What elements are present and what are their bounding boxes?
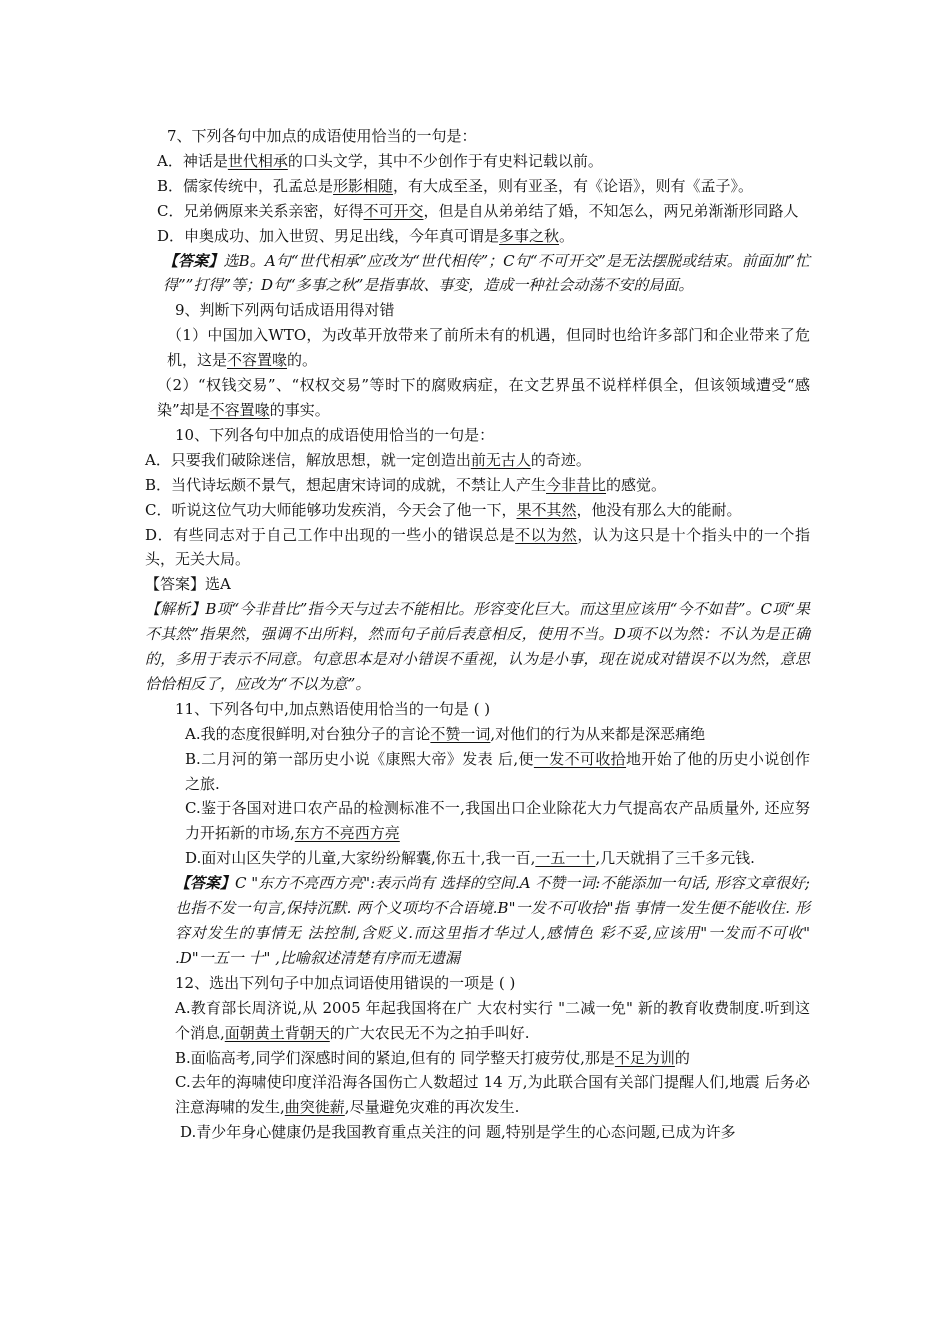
q11-option-b: B.二月河的第一部历史小说《康熙大帝》发表 后,便一发不可收拾地开始了他的历史小说创作之旅. (185, 749, 810, 793)
q10-d-idiom: 不以为然 (515, 525, 578, 544)
q10-option-d: D．有些同志对于自己工作中出现的一些小的错误总是不以为然，认为这只是十个指头中的一个指头，无关大局。 (145, 525, 810, 569)
q7-stem: 7、下列各句中加点的成语使用恰当的一句是： (167, 127, 477, 145)
q10-option-a: A．只要我们破除迷信，解放思想，就一定创造出前无古人的奇迹。 (145, 450, 591, 469)
q7-answer: 【答案】选B。A句“世代相承”应改为“世代相传”；C句“不可开交”是无法摆脱或结束。前面加”忙得””打得”等；D句“多事之秋”是指事故、事变，造成一种社会动荡不安的局面。 (163, 251, 810, 295)
q10-c-idiom: 果不其然 (516, 500, 577, 519)
q10-option-c: C．听说这位气功大师能够功发疾消，今天会了他一下，果不其然，他没有那么大的能耐。 (145, 500, 742, 519)
q7-a-idiom: 世代相承 (227, 151, 288, 170)
q10-option-b: B．当代诗坛颇不景气，想起唐宋诗词的成就，不禁让人产生今非昔比的感觉。 (145, 475, 667, 494)
q7-b-idiom: 形影相随 (333, 176, 394, 195)
q11-d-idiom: 一五一十 (535, 849, 596, 868)
q11-stem: 11、下列各句中,加点熟语使用恰当的一句是 ( ) (175, 699, 491, 718)
q12-b-idiom: 不足为训 (614, 1048, 675, 1067)
q11-option-a: A.我的态度很鲜明,对台独分子的言论不赞一词,对他们的行为从来都是深恶痛绝 (185, 724, 706, 743)
q7-option-c: C．兄弟俩原来关系亲密，好得不可开交，但是自从弟弟结了婚，不知怎么，两兄弟渐渐形同路人 (157, 201, 799, 220)
q9-stem: 9、判断下列两句话成语用得对错 (175, 301, 395, 320)
q11-answer: 【答案】C "东方不亮西方亮":表示尚有 选择的空间.A 不赞一词:不能添加一句话, 形容文章很好;也指不发一句言,保持沉默. 两个义项均不合语境.B"一发不可收拾"指 事情一发生便不能收住. 形容对发生的事情无 法控制,含贬义.而这里指才华过人,感情色 彩不妥,应该用"一发而不可收" .D"一五一 十" ,比喻叙述清楚有序而无遗漏 (175, 874, 810, 967)
document-page (145, 124, 810, 1145)
q12-c-idiom: 曲突徙薪 (284, 1098, 345, 1117)
q10-b-idiom: 今非昔比 (546, 475, 607, 494)
q10-answer: 【答案】选A (145, 575, 231, 594)
q12-option-b: B.面临高考,同学们深感时间的紧迫,但有的 同学整天打疲劳仗,那是不足为训的 (175, 1048, 690, 1067)
q11-option-c: C.鉴于各国对进口农产品的检测标准不一,我国出口企业除花大力气提高农产品质量外, 还应努力开拓新的市场,东方不亮西方亮 (185, 799, 810, 843)
q7-d-idiom: 多事之秋 (499, 226, 560, 245)
q11-b-idiom: 一发不可收拾 (533, 749, 627, 768)
q10-stem: 10、下列各句中加点的成语使用恰当的一句是： (175, 425, 495, 444)
q7-c-idiom: 不可开交 (363, 201, 424, 220)
q9-sentence-1: （1）中国加入WTO，为改革开放带来了前所未有的机遇，但同时也给许多部门和企业带来了危机，这是不容置喙的。 (167, 326, 810, 370)
q12-option-d: D.青少年身心健康仍是我国教育重点关注的问 题,特别是学生的心态问题,已成为许多 (180, 1123, 736, 1142)
q12-option-c: C.去年的海啸使印度洋沿海各国伤亡人数超过 14 万,为此联合国有关部门提醒人们,地震 后务必注意海啸的发生,曲突徙薪,尽量避免灾难的再次发生. (175, 1073, 810, 1117)
q9-sentence-2: （2）“权钱交易”、“权权交易”等时下的腐败病症，在文艺界虽不说样样俱全，但该领域遭受“感染”却是不容置喙的事实。 (157, 376, 810, 419)
q7-option-a: A．神话是世代相承的口头文学，其中不少创作于有史料记载以前。 (157, 151, 603, 170)
q11-option-d: D.面对山区失学的儿童,大家纷纷解囊,你五十,我一百,一五一十,几天就捐了三千多元钱. (185, 849, 755, 868)
q11-a-idiom: 不赞一词 (430, 724, 491, 743)
q10-a-idiom: 前无古人 (470, 450, 531, 469)
q7-option-b: B．儒家传统中，孔孟总是形影相随，有大成至圣，则有亚圣，有《论语》，则有《孟子》。 (157, 176, 754, 195)
q12-option-a: A.教育部长周济说,从 2005 年起我国将在广 大农村实行 "二减一免" 新的教育收费制度.听到这个消息,面朝黄土背朝天的广大农民无不为之拍手叫好. (175, 998, 810, 1042)
q7-option-d: D．申奥成功、加入世贸、男足出线，今年真可谓是多事之秋。 (157, 226, 575, 245)
q9-s1-idiom: 不容置喙 (227, 351, 288, 370)
q9-s2-idiom: 不容置喙 (209, 400, 270, 419)
q10-analysis: 【解析】B项“今非昔比”指今天与过去不能相比。形容变化巨大。而这里应该用“今不如昔”。C项“果不其然”指果然，强调不出所料，然而句子前后表意相反，使用不当。D项不以为然：不认为是正确的，多用于表示不同意。句意思本是对小错误不重视，认为是小事，现在说成对错误不以为然，意思恰恰相反了，应改为“不以为意”。 (145, 600, 810, 693)
q11-c-idiom: 东方不亮西方亮 (294, 824, 400, 843)
q12-a-idiom: 面朝黄土背朝天 (224, 1023, 330, 1042)
q12-stem: 12、选出下列句子中加点词语使用错误的一项是 ( ) (175, 973, 516, 992)
